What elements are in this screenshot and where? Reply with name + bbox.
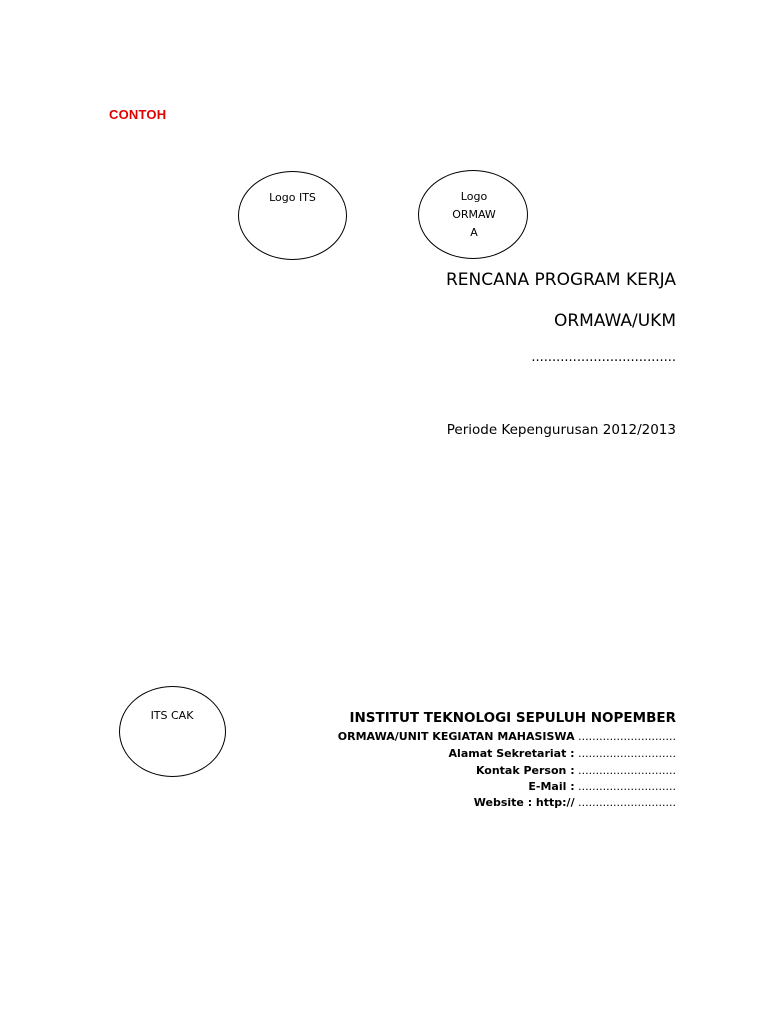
period-text: Periode Kepengurusan 2012/2013 — [446, 422, 676, 438]
contact-value: ............................ — [578, 764, 676, 777]
address-line — [449, 747, 676, 760]
address-value: ............................ — [578, 747, 676, 760]
website-label: Website : http:// — [473, 796, 575, 809]
unit-label: ORMAWA/UNIT KEGIATAN MAHASISWA — [337, 730, 575, 743]
address-label: Alamat Sekretariat : — [448, 747, 575, 760]
logo-ormawa-label: Logo ORMAW A — [452, 190, 496, 239]
email-line — [528, 780, 676, 793]
logo-its-label: Logo ITS — [269, 191, 316, 204]
website-value: ............................ — [578, 796, 676, 809]
sample-label: CONTOH — [109, 107, 167, 122]
unit-line — [338, 730, 676, 743]
unit-value: ............................ — [578, 730, 676, 743]
logo-cak-placeholder — [119, 686, 226, 777]
email-label: E-Mail : — [528, 780, 575, 793]
email-value: ............................ — [578, 780, 676, 793]
institute-name: INSTITUT TEKNOLOGI SEPULUH NOPEMBER — [349, 710, 676, 726]
contact-label: Kontak Person : — [475, 764, 575, 777]
organization-name-placeholder: ................................... — [531, 350, 676, 365]
logo-its-placeholder — [238, 171, 347, 260]
website-line — [474, 796, 676, 809]
logo-cak-label: ITS CAK — [150, 709, 194, 722]
document-subtitle: ORMAWA/UKM — [553, 311, 676, 331]
document-title: RENCANA PROGRAM KERJA — [445, 270, 676, 290]
logo-ormawa-placeholder — [418, 170, 528, 259]
contact-line — [476, 764, 676, 777]
